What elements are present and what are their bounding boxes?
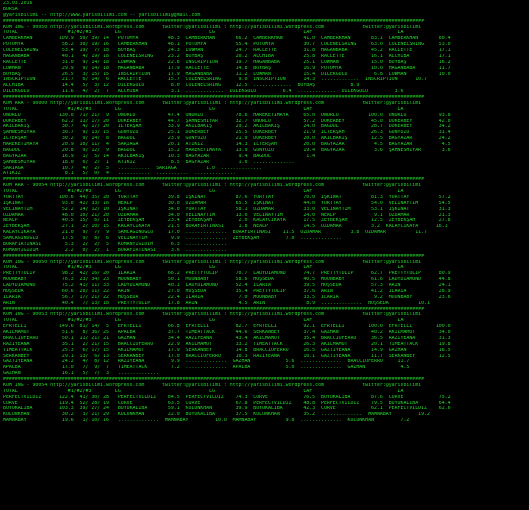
report-line: POTOMYA 58.2 30/ 19/ 16 CAMBERKHAN 46.1 POTOMYA 55.4 POTOMYA 30.7 COLENELSRING 63.0 COLENELSRING 53.0 — [3, 42, 451, 48]
report-line: ALCHIBA 14.4 5/ 3/ 12 DİLEKGÜLÜ 8.0 COLENELSRING 12.5 ............. BOYBAŞ 8.9 — [3, 83, 360, 89]
report-line: PERFECTVILDIZ 122.4 41/ 30/ 28 PERFECTVILDIZ 84.5 PERFECTVILDIZ 74.3 CURVE 76.5 BUYUKALİBA 87.6 CURVE 75.2 — [3, 394, 451, 400]
report-line: HAREKETİMAYA 20.9 10/ 11/ 4 SARIAĞA 20.1 ATIKIZ 14.3 İLTERŞAH 20.0 BAĞYAZAR 4.5 BAĞYAZAR 4.5 — [3, 142, 451, 147]
report-line: LADYDIAMOND 75.2 41/ 11/ 33 LADYDIAMOND 40.1 LADYDIAMOND 52.4 ILARIA 39.5 HOŞSEDA 57.3 ARIN 24.1 — [3, 283, 451, 288]
report-line: ÖZDAMAR 48.0 10/ 21/ 20 ÖZDAMAR 34.0 VELİNAYTİM 13.0 VELİNAYTİM 24.0 NEALP 9.1 ÖZDAMAR 21.3 — [3, 212, 451, 218]
report-line: INSCRIPTION 21.7 6/ 14/ 6 RACLETTE 15.7 COLENELSRING 9.0 INSCRIPTION 14.3 ............. INSCRIPTION 10.7 — [3, 77, 427, 83]
report-line: MAMNABAY 19.6 1/ 10/ 16 .............. MAMNABAY 10.0 MAMNABAY 9.0 .............. KULUNKHAN 7.2 — [3, 418, 410, 424]
report-line: SARIAĞA 10.7 4/ 2/ 5 ........... SARIAĞA 1.0 .............. — [3, 165, 263, 171]
report-line: NEALP 40.5 15/ 6/ 11 ZEYBEKŞAH 23.4 ZEYBEKŞAH 2.0 KALAYCIKAYA 17.5 ZEYBEKŞAH 12.5 ZEYBEKŞAH 27.8 — [3, 218, 451, 224]
report-line: İŞKİNAT 93.0 42/ 33/ 16 NEALP 30.0 ÖZDAMAR 65.5 İŞKİNAT 44.0 YURTTAY 54.0 VELİNAYTİM 54.5 — [3, 200, 451, 206]
race-header: KUM ING - 90053 http://yarisbilimi.wordpress.com twitter:@yarisbilimi : http://yarisbilimi.wordpress.com twitter:@yarisbilimi — [3, 312, 422, 318]
report-line: KULUNKHAN 30.2 3/ 21/ 29 KULUNKHAN 22.0 BUYUKALİBA 37.5 KULUNKHAN 35.2 .............. MAMNABAY 19.2 — [3, 412, 430, 418]
report-line: BUYUKALİBA 103.3 39/ 27/ 24 BUYUKALİBA 59.1 KULUNKHAN 39.9 BUYUKALİBA 42.3 CURVE 62.1 PERFECTVILDIZ 62.6 — [3, 406, 451, 412]
report-line: VELİNAYTİM 52.2 14/ 12/ 10 İŞKİNAT 34.0 YURTTAY 58.1 ÖZDAMAR 33.0 VELİNAYTİM 53.1 İŞKİNAT 31.3 — [3, 206, 451, 212]
report-line: BAĞDÜL 20.8 9/ 12/ 9 BAĞDÜL 15.2 HAREKETİMAYA 13.9 GÜNYÜZÜ 19.4 BAĞYAZAR 3.6 ŞAHNESHIYAR 3.6 — [3, 147, 451, 153]
report-line: HOŞSEDA 60.6 20/ 11/ 22 ARIN 27.0 HOŞSEDA 35.4 PRETTYTULIP 37.6 ARIN 41.2 ILARIA 28.9 — [3, 288, 451, 294]
report-line: AKILBAKIŞ 30.7 4/ 17/ 20 İLTERŞAH 33.9 AKILBAKIŞ 29.2 AKILBAKIŞ 24.0 BAĞDÜL 28.7 DOKERBEY 34.2 — [3, 124, 451, 130]
report-line: TİMEATTACK 25.3 6/ 17/ 15 AKILMAMUT 17.9 SERKANBEY 14.8 BRACCIOFERRO 16.5 GAZTİYEANA 14.9 GAZHAN 18.5 — [3, 347, 451, 353]
separator-line: ############################################################################################################################################### — [3, 253, 425, 259]
report-line: GAZHAN 16.1 5/ 7/ 3 .............. — [3, 371, 160, 377]
column-header: TOTAL #1/#2/#3 LG LG LAF LA — [3, 106, 404, 112]
report-line: ILARIA 56.7 17/ 21/ 22 HOŞSEDA 22.4 ILARIA 7.0 MOONBABY 33.5 ILARIA 9.2 MOONBABY 23.6 — [3, 294, 451, 300]
separator-line: ############################################################################################################################################### — [3, 377, 425, 382]
report-line: APALBA 17.0 7/ 9/ 7 TİMEATTACK 7.2 .............. APALBA 5.0 .............. GAZHAN 4.5 — [3, 365, 410, 371]
report-line: DİLEKGÜLÜ 11.6 4/ 2/ 7 ALCHIBA 3.1 ............. DİLEKGÜLÜ 6.4 ............. DİLEKGÜLÜ 3.6 — [3, 89, 404, 95]
report-line: COLENELSRING 53.4 19/ 7/ 18 BOYBAŞ 24.3 LOWMAN 24.7 RACLETTE 31.8 HAGANBABA 45.2 RACLETTE 17.1 — [3, 48, 451, 53]
separator-line: ############################################################################################################################################### — [3, 18, 425, 24]
report-line: RAZİYEANA 35.1 2/ 21/ 15 BRACCIOFERRO 22.9 AKILMAMUT 33.2 TİMEATTACK 26.3 AKILMAMUT 20.1 TİMEATTACK 19.8 — [3, 341, 451, 347]
report-line: KALAYCIKAYA 21.0 9/ 7/ 9 SAMCAĞINOĞLU 17.0 .............. BORAFİRTINASI 11.5 ÖZDAMAR 3.8 ÖZDAMAR 11.7 — [3, 230, 427, 236]
report-line: HAGANBABA 40.1 4/ 19/ 18 COLENELSRING 23.2 BOYBAŞ 20.2 ALCHIBA 25.8 RACLETTE 16.1 ALCHIBA 17.1 — [3, 53, 451, 59]
report-line: ZEYBEKŞAH 27.1 2/ 10/ 15 KALAYCIKAYA 21.5 BORAFİRTINASI 1.8 NEALP 14.5 ÖZDAMAR 3.2 KALAYCIKAYA 16.1 — [3, 224, 448, 230]
separator-line: ############################################################################################################################################### — [3, 177, 425, 183]
report-line: YURTTAY 100.6 44/ 35/ 20 YURTTAY 39.8 İŞKİNAT 87.6 YURTTAY 70.0 İŞKİNAT 81.3 YURTTAY 57.2 — [3, 194, 451, 200]
column-header: TOTAL #1/#2/#3 LG LG LAF LA — [3, 388, 404, 394]
report-line: ONURLU 130.0 71/ 21/ 9 ONURLU 47.4 ONURLU 78.6 HAREKETİMAYA 65.0 ONURLU 100.0 ONURLU 93.8 — [3, 112, 451, 118]
report-line: AKILMAMUT 51.6 8/ 36/ 25 APALBA 37.7 TİMEATTACK 44.6 SERKANBEY 37.4 GAZHAN 40.2 AKILMAMUT 34.0 — [3, 330, 451, 335]
report-line: GAZTİYEANA 24.2 4/ 8/ 12 RAZİYEANA 9.9 .............. GAZHAN 5.6 .............. BRACCIOFERRO 11.7 — [3, 359, 410, 365]
column-header: TOTAL #1/#2/#3 LG LG LAF LA — [3, 265, 404, 271]
report-line: BORAFİRTINASI 5.3 2/ 2/ 5 KOMANYİĞİDİM 6.3 .............. — [3, 241, 227, 247]
report-line: ŞAHNESHIYAR 18.0 6/ 2/ 1 ATIKIZ 8.5 BAĞYAZAR 1.0 .............. — [3, 159, 295, 165]
report-line: RACLETTE 31.0 9/ 14/ 18 LOWMAN 22.8 INSCRIPTION 19.7 HAGANBABA 25.1 LOWMAN 15.0 BOYBAŞ 16.2 — [3, 59, 451, 65]
report-title: BURSA — [3, 6, 18, 12]
column-header: TOTAL #1/#2/#3 LG LG LAF LA — [3, 30, 404, 36]
race-header: KUM ARA - 90000 http://yarisbilimi.wordpress.com twitter:@yarisbilimi : http://yarisbilimi.wordpress.com twitter:@yarisbilimi — [3, 100, 422, 106]
report-line: CAMBERKHAN 109.9 50/ 39/ 14 POTOMYA 48.3 CAMBERKHAN 66.2 CAMBERKHAN 41.0 CAMBERKHAN 83.1 CAMBERKHAN 80.4 — [3, 36, 451, 42]
column-header: TOTAL #1/#2/#3 LG LG LAF LA — [3, 318, 404, 324]
report-line: KOMANYİĞİDİM 2.2 0/ 2/ 1 BORAFİRTINASI 3.6 .............. — [3, 247, 227, 253]
report-contact: @yarisbilimi -- http://www.yarisbilimi.com -- yarisbilimi@gmail.com — [3, 12, 201, 18]
race-header: KUM ARA - 90054 http://yarisbilimi.wordpress.com twitter:@yarisbilimi : http://yarisbilimi.wordpress.com twitter:@yarisbilimi — [3, 183, 422, 189]
report-line: ŞAHNESHIYAR 30.7 9/ 13/ 15 GÜNYÜZÜ 25.1 DOKERBEY 25.5 DOKERBEY 21.9 İLTERŞAH 26.3 GÜNYÜZÜ 31.4 — [3, 130, 451, 136]
report-line: MOONBABY 76.3 23/ 34/ 23 MOONBABY 50.1 MOONBABY 58.6 HOŞSEDA 40.5 MOONBABY 61.6 LADYDIAMOND 44.8 — [3, 277, 451, 283]
report-line: ARIN 40.4 7/ 13/ 18 PRETTYTULIP 17.8 ARIN 4.5 ARIN 8.9 .............. HOŞSEDA 10.1 — [3, 300, 430, 306]
report-line: LOWMAN 29.9 9/ 14/ 18 HAGANBABA 17.9 RACLETTE 14.8 BOYBAŞ 16.9 POTOMYA 10.0 HAGANBABA 11.7 — [3, 65, 451, 71]
race-header: KUM ING - 90050 http://yarisbilimi.wordpress.com twitter:@yarisbilimi : http://yarisbilimi.wordpress.com twitter:@yarisbilimi — [3, 259, 422, 265]
separator-line: ############################################################################################################################################### — [3, 306, 425, 312]
report-line: İLTERŞAH 30.2 9/ 14/ 8 BAĞDÜL 23.9 GÜNYÜZÜ 21.0 DOKERBEY 20.0 AKILBAKIŞ 12.5 BAĞYAZAR 24.2 — [3, 136, 451, 142]
separator-line: ############################################################################################################################################### — [3, 95, 425, 100]
report-line: BOYBAŞ 26.5 3/ 15/ 15 INSCRIPTION 17.9 HAGANBABA 11.2 LOWMAN 15.4 DİLEKGÜLÜ 6.8 LOWMAN 10.0 — [3, 71, 451, 77]
report-line: SAMCAĞINOĞLU 17.5 9/ 8/ 6 VELİNAYTİM 9.9 .............. ZEYBEKŞAH 7.0 .............. — [3, 236, 342, 241]
column-header: TOTAL #1/#2/#3 LG LG LAF LA — [3, 189, 404, 194]
report-line: SERKANBEY 29.1 13/ 6/ 13 SERKANBEY 17.0 BRACCIOFERRO 10.3 RAZİYEANA 10.1 GAZTİYEANA 11.7 SERKANBEY 12.5 — [3, 353, 451, 359]
report-line: PRETTYTULIP 98.2 42/ 16/ 20 ILARIA 66.2 PRETTYTULIP 70.7 LADYDIAMOND 74.7 PRETTYTULIP 62.7 PRETTYTULIP 80.9 — [3, 271, 451, 277]
report-line: EFRTELLI 149.6 81/ 14/ 5 EFRTELLI 66.8 EFRTELLI 82.7 EFRTELLI 92.1 EFRTELLI 100.0 EFRTELLI 100.0 — [3, 324, 451, 330]
report-line: ATIKIZ 8.1 5/ 0/ 4 ........... ........... .............. — [3, 171, 236, 177]
report-line: DOKERBEY 62.2 11/ 17/ 20 DOKERBEY 44.7 ŞAHNESHIYAR 32.7 ONURLU 57.2 DOKERBEY 45.0 DOKERBEY 42.0 — [3, 118, 451, 124]
race-header: KUM ING - 90050 http://yarisbilimi.wordpress.com twitter:@yarisbilimi : http://yarisbilimi.wordpress.com twitter:@yarisbilimi — [3, 24, 422, 30]
race-header: KUM ING - 90054 http://yarisbilimi.wordpress.com twitter:@yarisbilimi : http://yarisbilimi.wordpress.com twitter:@yarisbilimi — [3, 382, 422, 388]
report-date: 23.03.2016 — [3, 1, 33, 6]
report-line: BAĞYAZAR 16.9 1/ 5/ 14 AKILBAKIŞ 10.3 BAĞYAZAR 9.4 BAĞDÜL 1.4 — [3, 153, 316, 159]
report-line: CURVE 119.4 52/ 28/ 19 CURVE 63.5 CURVE 67.8 PERFECTVILDIZ 48.8 PERFECTVILDIZ 79.5 BUYUKALİBA 64.4 — [3, 400, 451, 406]
report-line: BRACCIOFERRO 50.1 11/ 21/ 21 GAZHAN 34.4 RAZİYEANA 43.4 AKILMAMUT 35.4 BRACCIOFERRO 36.5 RAZİYEANA 31.3 — [3, 335, 451, 341]
